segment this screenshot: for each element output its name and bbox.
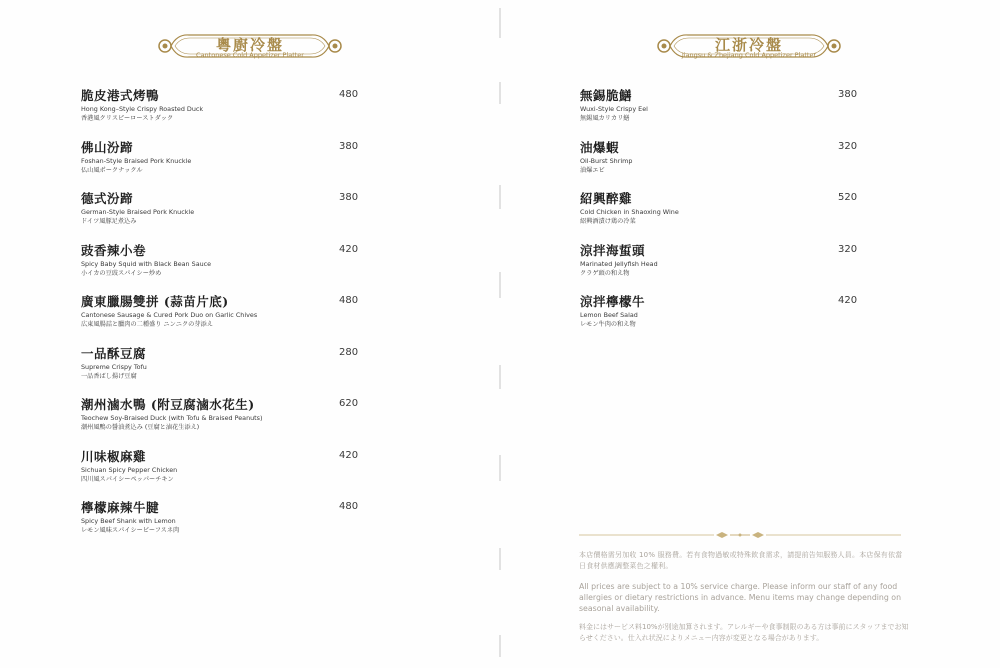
dish-name-en: German-Style Braised Pork Knuckle — [81, 208, 195, 216]
dish-name-jp: 油爆エビ — [580, 166, 605, 174]
dish-name-jp: レモン風味スパイシービーフスネ肉 — [81, 527, 180, 534]
note-en: All prices are subject to a 10% service charge. Please inform our staff of any food allergies or dietary restrictions in advance. Menu items may change depending on seasonal availability. — [579, 582, 902, 613]
menu-item — [81, 88, 361, 140]
menu-item — [81, 294, 361, 346]
dish-price: 480 — [339, 295, 359, 306]
section-subtitle: Cantonese Cold Appetizer Platter — [196, 51, 304, 59]
dish-price: 380 — [838, 89, 858, 100]
dish-name-zh: 佛山汾蹄 — [81, 139, 134, 155]
menu-notes — [579, 550, 909, 644]
dish-name-en: Hong Kong–Style Crispy Roasted Duck — [81, 105, 204, 113]
dish-name-en: Cantonese Sausage & Cured Pork Duo on Garlic Chives — [81, 311, 258, 319]
menu-item — [580, 294, 860, 346]
dish-name-zh: 油爆蝦 — [580, 139, 620, 155]
dish-name-en: Spicy Beef Shank with Lemon — [81, 517, 176, 525]
dish-name-jp: 四川風スパイシーペッパーチキン — [81, 475, 174, 483]
dish-name-jp: 一品香ばし揚げ豆腐 — [81, 372, 137, 380]
menu-item — [81, 449, 361, 501]
menu-item — [81, 191, 361, 243]
dish-name-jp: 仏山風ポークナックル — [81, 166, 143, 174]
dish-name-en: Lemon Beef Salad — [580, 311, 638, 319]
section-title: 江浙冷盤 — [714, 36, 783, 54]
dish-name-zh: 脆皮港式烤鴨 — [81, 88, 160, 103]
section-subtitle: Jiangsu & Zhejiang Cold Appetizer Platter — [681, 51, 817, 59]
menu-item — [81, 243, 361, 295]
menu-item — [580, 243, 860, 295]
dish-name-en: Teochew Soy-Braised Duck (with Tofu & Braised Peanuts) — [81, 414, 263, 422]
dish-name-jp: ドイツ風豚足煮込み — [81, 218, 137, 225]
dish-price: 320 — [838, 243, 858, 255]
menu-item — [81, 500, 361, 552]
menu-item-list — [580, 88, 860, 346]
dish-name-zh: 涼拌海蜇頭 — [580, 242, 646, 258]
note-jp: 料金にはサービス料10%が別途加算されます。アレルギーや食事制限のある方は事前にスタッフまでお知らせください。仕入れ状況によりメニュー内容が変更となる場合があります。 — [579, 623, 909, 642]
dish-name-en: Wuxi-Style Crispy Eel — [580, 105, 648, 113]
dish-name-en: Oil-Burst Shrimp — [580, 156, 633, 165]
dish-name-jp: 潮州風鴨の醤油煮込み (豆腐と滷花生添え) — [81, 424, 200, 431]
dish-name-zh: 涼拌檸檬牛 — [580, 294, 646, 309]
dish-price: 380 — [339, 192, 359, 203]
dish-price: 520 — [838, 192, 858, 203]
dish-name-jp: 紹興酒漬け鶏の冷菜 — [580, 218, 636, 225]
dish-name-zh: 檸檬麻辣牛腱 — [81, 500, 160, 515]
dish-name-jp: レモン牛肉の和え物 — [580, 321, 636, 328]
menu-item — [81, 140, 361, 192]
dish-name-zh: 川味椒麻雞 — [81, 448, 147, 464]
section-header — [155, 32, 345, 60]
dish-name-en: Sichuan Spicy Pepper Chicken — [81, 465, 178, 474]
menu-item — [580, 88, 860, 140]
dish-name-en: Spicy Baby Squid with Black Bean Sauce — [81, 259, 212, 268]
dish-name-en: Cold Chicken in Shaoxing Wine — [580, 208, 679, 216]
dish-name-zh: 一品酥豆腐 — [81, 345, 147, 361]
dish-price: 420 — [339, 449, 359, 461]
dish-price: 420 — [838, 295, 858, 306]
dish-name-en: Supreme Crispy Tofu — [81, 362, 147, 371]
dish-price: 420 — [339, 243, 359, 255]
dish-price: 320 — [838, 140, 858, 152]
dish-name-zh: 潮州滷水鴨 (附豆腐滷水花生) — [81, 397, 255, 412]
section-header — [654, 32, 844, 60]
dish-name-jp: 香港風クリスピーローストダック — [81, 115, 174, 122]
dish-price: 480 — [339, 89, 359, 100]
dish-price: 380 — [339, 140, 359, 152]
dish-name-en: Foshan-Style Braised Pork Knuckle — [81, 156, 192, 165]
dish-name-en: Marinated Jellyfish Head — [580, 259, 658, 268]
dish-name-zh: 德式汾蹄 — [81, 191, 134, 206]
dish-name-zh: 廣東臘腸雙拼 (蒜苗片底) — [81, 294, 229, 309]
dish-name-jp: クラゲ頭の和え物 — [580, 269, 630, 277]
menu-item — [81, 397, 361, 449]
note-zh: 本店價格需另加收 10% 服務費。若有食物過敏或特殊飲食需求，請提前告知服務人員。本店保有依當日食材供應調整菜色之權利。 — [579, 551, 903, 570]
dish-name-zh: 紹興醉雞 — [580, 191, 633, 206]
dish-name-zh: 無錫脆鱔 — [580, 88, 633, 103]
menu-item-list — [81, 88, 361, 552]
ornamental-divider-icon — [579, 529, 901, 541]
menu-item — [81, 346, 361, 398]
dish-name-jp: 広東風腸詰と臘肉の二種盛り ニンニクの芽添え — [81, 321, 213, 328]
menu-item — [580, 140, 860, 192]
dish-name-zh: 豉香辣小卷 — [81, 242, 147, 258]
section-title: 粵廚冷盤 — [215, 36, 284, 54]
dish-price: 620 — [339, 398, 359, 409]
dish-name-jp: 無錫風カリカリ鱔 — [580, 115, 630, 122]
dish-price: 280 — [339, 346, 359, 358]
menu-item — [580, 191, 860, 243]
dish-name-jp: 小イカの豆豉スパイシー炒め — [81, 269, 162, 277]
dish-price: 480 — [339, 501, 359, 512]
